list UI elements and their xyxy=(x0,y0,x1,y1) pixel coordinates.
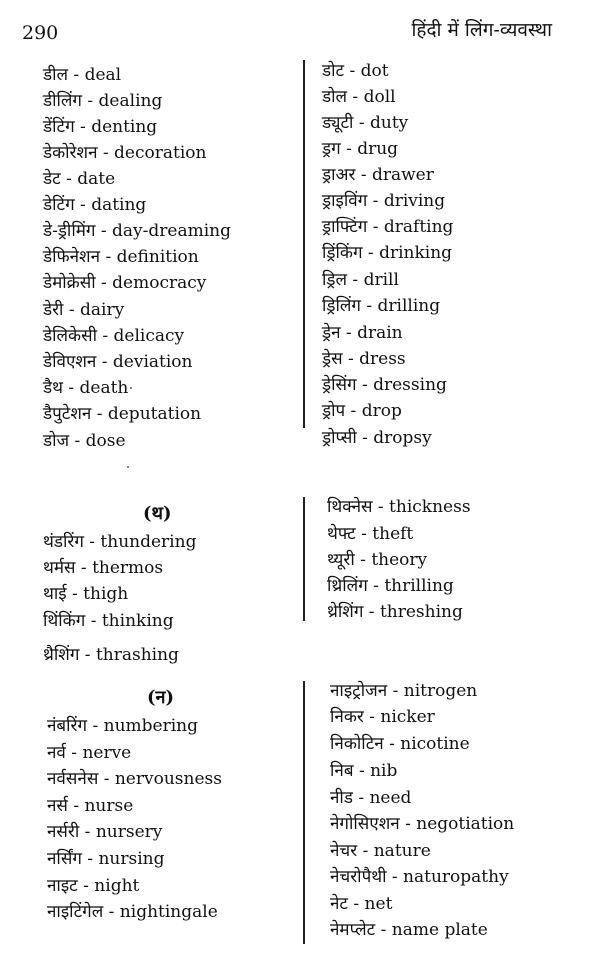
glossary-entry: ड्रग - drug xyxy=(322,139,399,159)
column-divider xyxy=(303,681,305,944)
glossary-entry: निकोटिन - nicotine xyxy=(330,734,470,754)
glossary-entry: डेरी - dairy xyxy=(43,300,125,320)
glossary-entry: डैपुटेशन - deputation xyxy=(43,404,202,424)
glossary-entry: नेचर - nature xyxy=(330,841,431,861)
glossary-entry: डोट - dot xyxy=(322,61,389,81)
glossary-entry: ड्राइविंग - driving xyxy=(322,191,446,211)
glossary-entry: थर्मस - thermos xyxy=(43,558,164,578)
column-divider xyxy=(303,60,305,428)
glossary-entry: डे-ड्रीमिंग - day-dreaming xyxy=(43,221,231,241)
glossary-entry: थंडरिंग - thundering xyxy=(43,532,197,552)
glossary-entry: ड्राफ्टिंग - drafting xyxy=(322,217,454,237)
glossary-entry: नर्स - nurse xyxy=(47,796,134,816)
glossary-entry: नाइट्रोजन - nitrogen xyxy=(330,681,478,701)
glossary-entry: थ्रिलिंग - thrilling xyxy=(327,576,454,596)
glossary-entry: निब - nib xyxy=(330,761,398,781)
glossary-entry: डैथ - death xyxy=(43,378,129,398)
glossary-entry: ड्रिंकिंग - drinking xyxy=(322,243,453,263)
glossary-entry: नर्सरी - nursery xyxy=(47,822,163,842)
glossary-entry: नर्सिंग - nursing xyxy=(47,849,165,869)
glossary-entry: नीड - need xyxy=(330,788,412,808)
glossary-entry: डेट - date xyxy=(43,169,116,189)
scan-speck xyxy=(130,387,132,389)
glossary-entry: नेट - net xyxy=(330,894,393,914)
glossary-entry: डेफिनेशन - definition xyxy=(43,247,199,267)
glossary-entry: थ्रैशिंग - thrashing xyxy=(43,645,179,665)
glossary-entry: थ्यूरी - theory xyxy=(327,550,428,570)
glossary-entry: ड्रोप्सी - dropsy xyxy=(322,428,432,448)
scan-speck xyxy=(127,466,129,468)
glossary-entry: डेकोरेशन - decoration xyxy=(43,143,207,163)
glossary-entry: डेलिकेसी - delicacy xyxy=(43,326,185,346)
running-header: हिंदी में लिंग-व्यवस्था xyxy=(411,19,552,41)
glossary-entry: निकर - nicker xyxy=(330,707,435,727)
glossary-entry: डेंटिंग - denting xyxy=(43,117,158,137)
glossary-entry: डोल - doll xyxy=(322,87,396,107)
glossary-entry: ड्रोप - drop xyxy=(322,401,402,421)
glossary-entry: ड्रेसिंग - dressing xyxy=(322,375,447,395)
glossary-entry: थिक्नेस - thickness xyxy=(327,497,471,517)
glossary-entry: थ्रेशिंग - threshing xyxy=(327,602,463,622)
glossary-entry: नेमप्लेट - name plate xyxy=(330,920,488,940)
glossary-entry: डीलिंग - dealing xyxy=(43,91,163,111)
glossary-entry: थिंकिंग - thinking xyxy=(43,611,174,631)
section-heading: (थ) xyxy=(143,503,172,524)
glossary-entry: ड्रेस - dress xyxy=(322,349,406,369)
section-heading: (न) xyxy=(147,687,175,708)
glossary-entry: नाइटिंगेल - nightingale xyxy=(47,902,218,922)
glossary-entry: ड्रिलिंग - drilling xyxy=(322,296,441,316)
column-divider xyxy=(303,497,305,621)
glossary-entry: ड्रेन - drain xyxy=(322,323,403,343)
page-number: 290 xyxy=(22,22,59,44)
glossary-entry: ड्रिल - drill xyxy=(322,270,399,290)
glossary-entry: डेटिंग - dating xyxy=(43,195,147,215)
glossary-entry: नंबरिंग - numbering xyxy=(47,716,198,736)
glossary-entry: नर्वसनेस - nervousness xyxy=(47,769,222,789)
glossary-entry: थाई - thigh xyxy=(43,584,129,604)
glossary-entry: ड्यूटी - duty xyxy=(322,113,409,133)
glossary-entry: ड्राअर - drawer xyxy=(322,165,434,185)
glossary-entry: डेमोक्रेसी - democracy xyxy=(43,273,207,293)
glossary-entry: डोज - dose xyxy=(43,431,126,451)
glossary-entry: नेचरोपैथी - naturopathy xyxy=(330,867,509,887)
glossary-entry: थेफ्ट - theft xyxy=(327,524,414,544)
glossary-entry: डेविएशन - deviation xyxy=(43,352,193,372)
glossary-entry: नाइट - night xyxy=(47,876,140,896)
glossary-entry: डील - deal xyxy=(43,65,122,85)
glossary-entry: नर्व - nerve xyxy=(47,743,132,763)
glossary-entry: नेगोसिएशन - negotiation xyxy=(330,814,515,834)
